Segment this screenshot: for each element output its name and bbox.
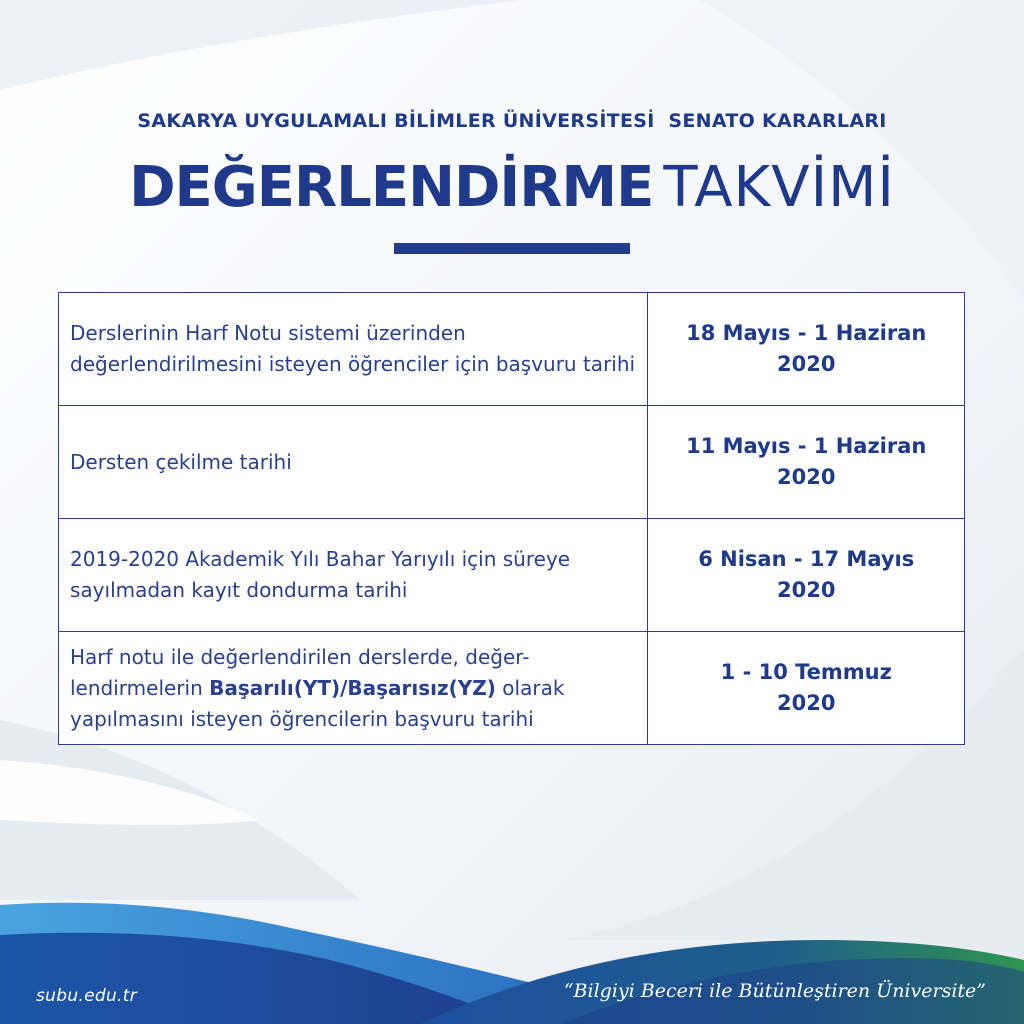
row-description: Dersten çekilme tarihi xyxy=(59,406,648,519)
row-date-year: 2020 xyxy=(777,465,836,489)
page-subtitle: SAKARYA UYGULAMALI BİLİMLER ÜNİVERSİTESİ SENATO KARARLARI xyxy=(137,110,887,132)
row-date-year: 2020 xyxy=(777,578,836,602)
row-date-range: 6 Nisan - 17 Mayıs xyxy=(698,547,915,571)
table-row xyxy=(59,632,965,745)
page-title-light: TAKVİMİ xyxy=(663,155,895,220)
page-title-bold: DEĞERLENDİRME xyxy=(129,155,654,220)
table-row xyxy=(59,519,965,632)
title-divider xyxy=(394,243,630,254)
row-description-part1: Harf notu ile değerlendirilen derslerde, değer-lendirmelerin xyxy=(70,644,530,700)
row-date-year: 2020 xyxy=(777,691,836,715)
row-date xyxy=(648,293,965,406)
row-date-year: 2020 xyxy=(777,352,836,376)
row-description-part2: olarak yapılmasını isteyen öğrencilerin başvuru tarihi xyxy=(70,675,565,731)
row-date xyxy=(648,519,965,632)
row-date-range: 1 - 10 Temmuz xyxy=(720,660,892,684)
row-date xyxy=(648,406,965,519)
row-description xyxy=(59,632,648,745)
row-date-range: 11 Mayıs - 1 Haziran xyxy=(686,434,927,458)
footer-slogan: “Bilgiyi Beceri ile Bütünleştiren Üniversite” xyxy=(563,980,986,1002)
table-row xyxy=(59,406,965,519)
table-row xyxy=(59,293,965,406)
row-description-bold: Başarılı(YT)/Başarısız(YZ) xyxy=(209,675,496,700)
row-description: 2019-2020 Akademik Yılı Bahar Yarıyılı için süreye sayılmadan kayıt dondurma tarihi xyxy=(59,519,648,632)
schedule-table xyxy=(58,292,965,745)
row-date xyxy=(648,632,965,745)
row-description: Derslerinin Harf Notu sistemi üzerinden değerlendirilmesini isteyen öğrenciler için başvuru tarihi xyxy=(59,293,648,406)
footer-url-link[interactable]: subu.edu.tr xyxy=(36,986,137,1006)
page-title xyxy=(0,152,1024,224)
row-date-range: 18 Mayıs - 1 Haziran xyxy=(686,321,927,345)
